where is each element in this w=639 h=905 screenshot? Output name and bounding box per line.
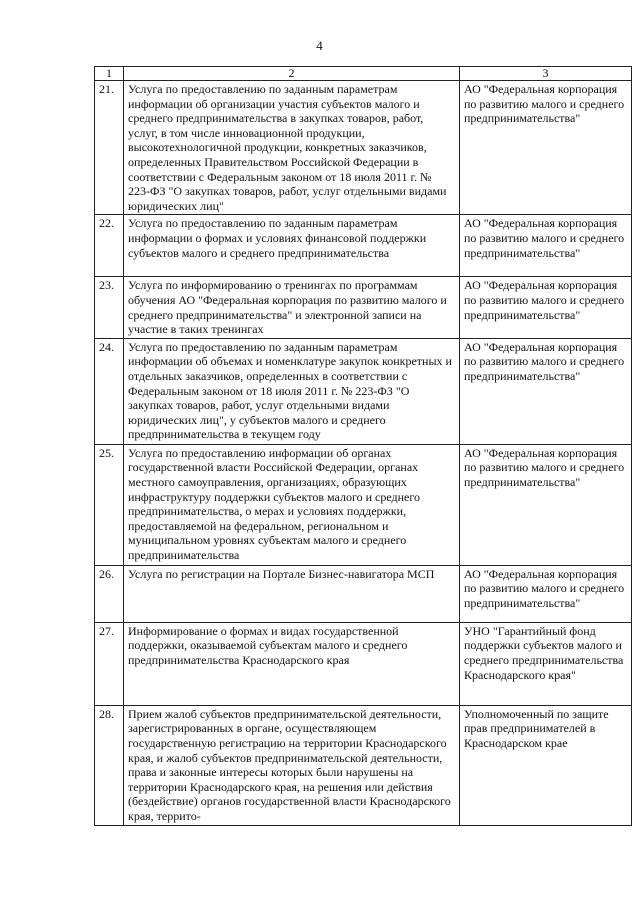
table-row <box>95 277 632 338</box>
table-row <box>95 215 632 277</box>
service-description: Услуга по предоставлению информации об органах государственной власти Российской Федерации, органах местного самоуправления, организациях, образующих инфраструктуру поддержки субъектов малого и среднего предпринимательства, о мерах и условиях поддержки, предоставляемой на федеральном, региональном и муниципальном уровнях субъектам малого и среднего предпринимательства <box>124 444 460 565</box>
table-row <box>95 622 632 705</box>
services-table <box>94 66 632 826</box>
service-provider: АО "Федеральная корпорация по развитию малого и среднего предпринимательства" <box>460 81 632 215</box>
row-number: 23. <box>95 277 124 338</box>
service-provider: Уполномоченный по защите прав предпринимателей в Краснодарском крае <box>460 705 632 825</box>
header-col-1: 1 <box>95 67 124 81</box>
table-header-row <box>95 67 632 81</box>
header-col-3: 3 <box>460 67 632 81</box>
service-description: Услуга по информированию о тренингах по программам обучения АО "Федеральная корпорация по развитию малого и среднего предпринимательства" и электронной записи на участие в таких тренингах <box>124 277 460 338</box>
service-provider: АО "Федеральная корпорация по развитию малого и среднего предпринимательства" <box>460 565 632 622</box>
table-row <box>95 338 632 444</box>
row-number: 28. <box>95 705 124 825</box>
service-description: Услуга по предоставлению по заданным параметрам информации о формах и условиях финансовой поддержки субъектов малого и среднего предпринимательства <box>124 215 460 277</box>
row-number: 24. <box>95 338 124 444</box>
service-provider: УНО "Гарантийный фонд поддержки субъектов малого и среднего предпринимательства Краснодарского края" <box>460 622 632 705</box>
service-description: Прием жалоб субъектов предпринимательской деятельности, зарегистрированных в органе, осуществляющем государственную регистрацию на территории Краснодарского края, и жалоб субъектов предпринимательской деятельности, права и законные интересы которых были нарушены на территории Краснодарского края, на решения или действия (бездействие) органов государственной власти Краснодарского края, террито- <box>124 705 460 825</box>
table-row <box>95 81 632 215</box>
service-provider: АО "Федеральная корпорация по развитию малого и среднего предпринимательства" <box>460 215 632 277</box>
row-number: 25. <box>95 444 124 565</box>
service-provider: АО "Федеральная корпорация по развитию малого и среднего предпринимательства" <box>460 338 632 444</box>
service-description: Информирование о формах и видах государственной поддержки, оказываемой субъектам малого и среднего предпринимательства Краснодарского края <box>124 622 460 705</box>
header-col-2: 2 <box>124 67 460 81</box>
table-row <box>95 565 632 622</box>
row-number: 21. <box>95 81 124 215</box>
row-number: 26. <box>95 565 124 622</box>
service-description: Услуга по регистрации на Портале Бизнес-навигатора МСП <box>124 565 460 622</box>
table-row <box>95 705 632 825</box>
row-number: 27. <box>95 622 124 705</box>
service-description: Услуга по предоставлению по заданным параметрам информации об организации участия субъектов малого и среднего предпринимательства в закупках товаров, работ, услуг, в том числе инновационной продукции, высокотехнологичной продукции, конкретных заказчиков, определенных Правительством Российской Федерации в соответствии с Федеральным законом от 18 июля 2011 г. № 223-ФЗ "О закупках товаров, работ, услуг отдельными видами юридических лиц" <box>124 81 460 215</box>
page-number: 4 <box>316 38 323 53</box>
service-description: Услуга по предоставлению по заданным параметрам информации об объемах и номенклатуре закупок конкретных и отдельных заказчиков, определенных в соответствии с Федеральным законом от 18 июля 2011 г. № 223-ФЗ "О закупках товаров, работ, услуг отдельными видами юридических лиц", у субъектов малого и среднего предпринимательства в текущем году <box>124 338 460 444</box>
service-provider: АО "Федеральная корпорация по развитию малого и среднего предпринимательства" <box>460 277 632 338</box>
service-provider: АО "Федеральная корпорация по развитию малого и среднего предпринимательства" <box>460 444 632 565</box>
row-number: 22. <box>95 215 124 277</box>
table-row <box>95 444 632 565</box>
